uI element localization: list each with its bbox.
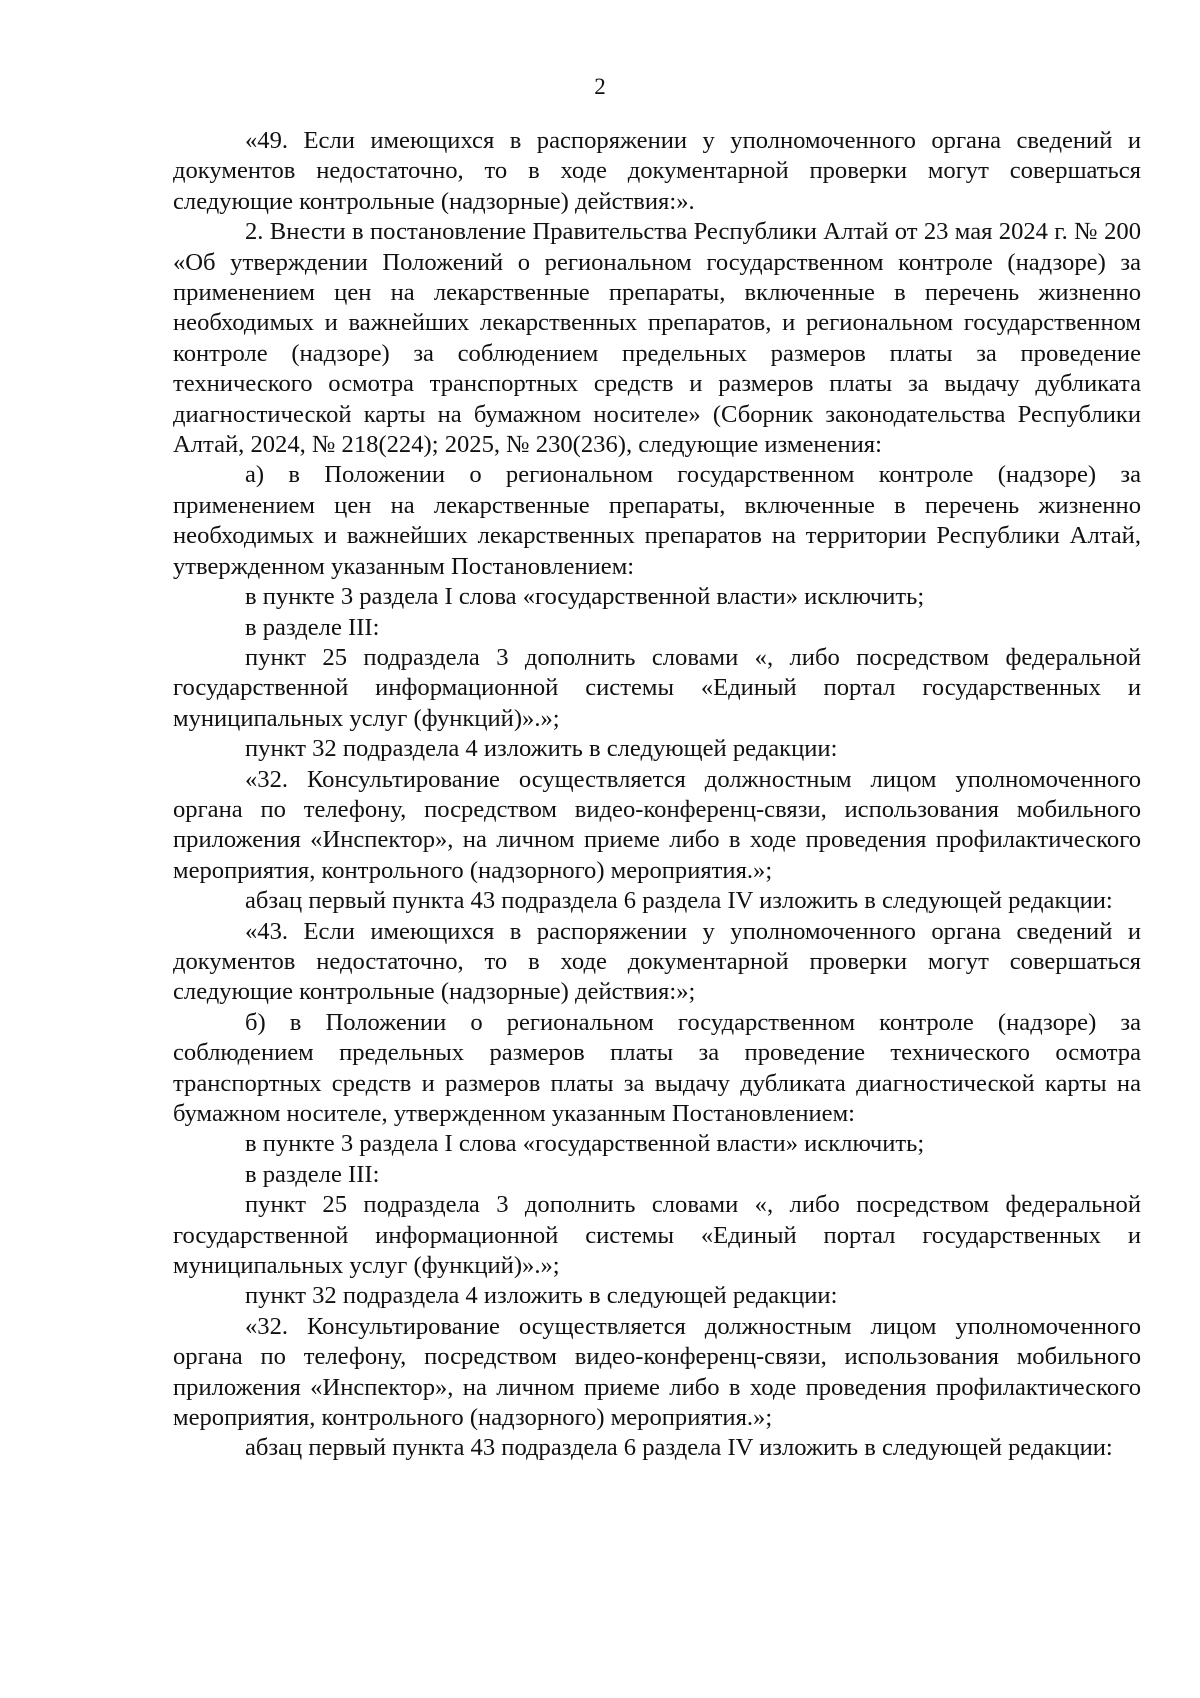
paragraph-a-point-43: абзац первый пункта 43 подраздела 6 раздела IV изложить в следующей редакции: [245, 887, 1113, 915]
paragraph-a-point-25: пункт 25 подраздела 3 дополнить словами «, либо посредством федеральной государственной информационной системы «Единый портал государственных и муниципальных услуг (функций)».»; [173, 643, 1141, 732]
paragraph-b-section-1: в пункте 3 раздела I слова «государственной власти» исключить; [245, 1130, 925, 1158]
paragraph-b-point-25: пункт 25 подраздела 3 дополнить словами «, либо посредством федеральной государственной информационной системы «Единый портал государственных и муниципальных услуг (функций)».»; [173, 1191, 1141, 1280]
paragraph-a-point-32: пункт 32 подраздела 4 изложить в следующей редакции: [245, 735, 838, 763]
paragraph-a-section-1: в пункте 3 раздела I слова «государственной власти» исключить; [245, 583, 925, 611]
paragraph-a-section-3: в разделе III: [245, 613, 380, 641]
paragraph-a-quote-32: «32. Консультирование осуществляется должностным лицом уполномоченного органа по телефону, посредством видео-конференц-связи, использования мобильного приложения «Инспектор», на личном приеме либо в ходе проведения профилактического мероприятия, контрольного (надзорного) мероприятия.»; [173, 765, 1141, 884]
paragraph-a-quote-43: «43. Если имеющихся в распоряжении у уполномоченного органа сведений и документов недостаточно, то в ходе документарной проверки могут совершаться следующие контрольные (надзорные) действия:»; [173, 917, 1141, 1006]
paragraph-subitem-a: а) в Положении о региональном государственном контроле (надзоре) за применением цен на лекарственные препараты, включенные в перечень жизненно необходимых и важнейших лекарственных препаратов на территории Республики Алтай, утвержденном указанным Постановлением: [173, 461, 1141, 580]
paragraph-b-point-32: пункт 32 подраздела 4 изложить в следующей редакции: [245, 1282, 838, 1310]
document-body [173, 126, 1141, 1464]
paragraph-item-2: 2. Внести в постановление Правительства Республики Алтай от 23 мая 2024 г. № 200 «Об утверждении Положений о региональном государственном контроле (надзоре) за применением цен на лекарственные препараты, включенные в перечень жизненно необходимых и важнейших лекарственных препаратов, и региональном государственном контроле (надзоре) за соблюдением предельных размеров платы за проведение технического осмотра транспортных средств и размеров платы за выдачу дубликата диагностической карты на бумажном носителе» (Сборник законодательства Республики Алтай, 2024, № 218(224); 2025, № 230(236), следующие изменения: [173, 218, 1141, 459]
paragraph-b-point-43: абзац первый пункта 43 подраздела 6 раздела IV изложить в следующей редакции: [245, 1434, 1113, 1462]
paragraph-quote-49: «49. Если имеющихся в распоряжении у уполномоченного органа сведений и документов недостаточно, то в ходе документарной проверки могут совершаться следующие контрольные (надзорные) действия:». [173, 127, 1141, 215]
paragraph-b-quote-32: «32. Консультирование осуществляется должностным лицом уполномоченного органа по телефону, посредством видео-конференц-связи, использования мобильного приложения «Инспектор», на личном приеме либо в ходе проведения профилактического мероприятия, контрольного (надзорного) мероприятия.»; [173, 1312, 1141, 1432]
page-number: 2 [594, 74, 606, 99]
paragraph-subitem-b: б) в Положении о региональном государственном контроле (надзоре) за соблюдением предельных размеров платы за проведение технического осмотра транспортных средств и размеров платы за выдачу дубликата диагностической карты на бумажном носителе, утвержденном указанным Постановлением: [173, 1008, 1141, 1127]
paragraph-b-section-3: в разделе III: [245, 1160, 380, 1188]
